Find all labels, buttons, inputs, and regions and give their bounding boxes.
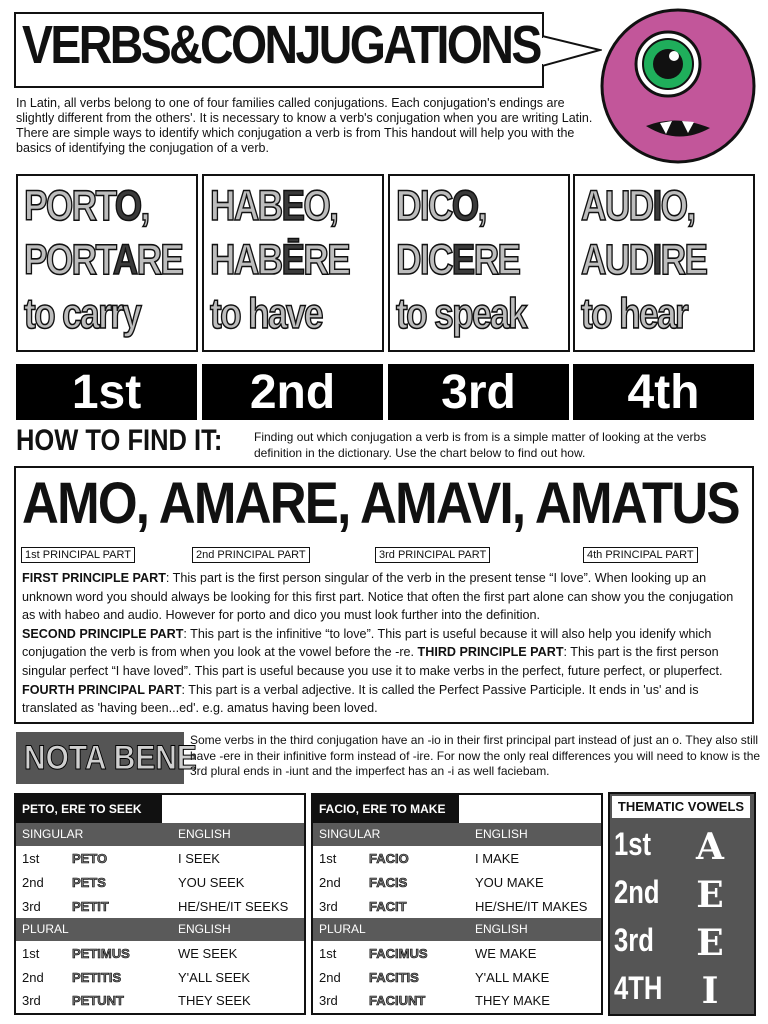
thematic-ordinal: 1st bbox=[614, 826, 651, 862]
ordinal-1st: 1st bbox=[16, 364, 197, 420]
card-3-meaning: to speak bbox=[396, 290, 526, 338]
pp-label-4: 4th PRINCIPAL PART bbox=[583, 547, 698, 563]
thematic-ordinal: 2nd bbox=[614, 874, 660, 910]
thematic-vowels-title: THEMATIC VOWELS bbox=[612, 796, 750, 818]
table-title: FACIO, ERE TO MAKE bbox=[313, 795, 459, 823]
pp-label-2: 2nd PRINCIPAL PART bbox=[192, 547, 310, 563]
how-to-find-heading: HOW TO FIND IT: bbox=[16, 424, 223, 457]
card-4-line-1: AUDIO, bbox=[581, 182, 695, 230]
table-row: 1st PETO I SEEK bbox=[22, 851, 220, 866]
thematic-ordinal: 3rd bbox=[614, 922, 654, 958]
thematic-ordinal: 4TH bbox=[614, 970, 663, 1006]
second-part-label: SECOND PRINCIPLE PART bbox=[22, 626, 184, 641]
first-part-label: FIRST PRINCIPLE PART bbox=[22, 571, 166, 585]
third-part-label: THIRD PRINCIPLE PART bbox=[417, 645, 564, 660]
card-3-line-1: DICO, bbox=[396, 182, 486, 230]
card-2-line-1: HABEO, bbox=[210, 182, 338, 230]
card-2-meaning: to have bbox=[210, 290, 322, 338]
how-to-find-text: Finding out which conjugation a verb is from is a simple matter of looking at the verbs definition in the dictionary. Use the chart below to find out how. bbox=[254, 430, 707, 460]
card-1-meaning: to carry bbox=[24, 290, 141, 338]
speech-bubble-tail bbox=[542, 30, 602, 74]
nota-bene-title: NOTA BENE bbox=[24, 739, 197, 777]
card-2-line-2: HABĒRE bbox=[210, 236, 350, 284]
table-row: 1st FACIO I MAKE bbox=[319, 851, 520, 866]
ordinal-2nd: 2nd bbox=[202, 364, 383, 420]
table-row: 1st FACIMUS WE MAKE bbox=[319, 946, 537, 961]
conjugation-card-4 bbox=[573, 174, 755, 352]
table-band-plural: PLURAL ENGLISH bbox=[313, 918, 601, 941]
table-row: 3rd FACIUNT THEY MAKE bbox=[319, 993, 550, 1008]
table-row: 1st PETIMUS WE SEEK bbox=[22, 946, 238, 961]
pp-label-3: 3rd PRINCIPAL PART bbox=[375, 547, 490, 563]
table-row: 3rd PETIT HE/SHE/IT SEEKS bbox=[22, 899, 289, 914]
intro-paragraph: In Latin, all verbs belong to one of four families called conjugations. Each conjugation's endings are slightly different from the others'. It is necessary to know a verb's conjugation when you are writing Latin. There are simple ways to identify which conjugation a verb is from This handout will help you with the basics of identifying the conjugation of a verb. bbox=[16, 96, 593, 155]
ordinal-3rd: 3rd bbox=[388, 364, 569, 420]
card-4-line-2: AUDIRE bbox=[581, 236, 707, 284]
principal-parts-heading: AMO, AMARE, AMAVI, AMATUS bbox=[22, 471, 739, 536]
conjugation-card-1 bbox=[16, 174, 198, 352]
conjugation-card-2 bbox=[202, 174, 384, 352]
conjugation-table-peto bbox=[14, 793, 306, 1015]
table-band-singular: SINGULAR ENGLISH bbox=[16, 823, 304, 846]
card-1-line-2: PORTARE bbox=[24, 236, 183, 284]
table-band-singular: SINGULAR ENGLISH bbox=[313, 823, 601, 846]
table-row: 2nd PETITIS Y'ALL SEEK bbox=[22, 970, 251, 985]
thematic-vowel: E bbox=[696, 874, 724, 916]
table-band-plural: PLURAL ENGLISH bbox=[16, 918, 304, 941]
thematic-vowel: A bbox=[696, 826, 724, 868]
conjugation-card-3 bbox=[388, 174, 570, 352]
card-1-line-1: PORTO, bbox=[24, 182, 149, 230]
table-row: 2nd FACIS YOU MAKE bbox=[319, 875, 544, 890]
principal-parts-explanation: FIRST PRINCIPLE PART: This part is the first person singular of the verb in the present tense “I love”. When looking up an unknown word you should always be looking for this first part. Notice that often the first part alone can show you the conjugation as with habeo and audio. However for porto and dico you must look further into the definition. SECOND PRINCIPLE PART: This part is the infinitive “to love”. This part is useful because it will also help you idenify which conjugation the verb is from when you look at the vowel before the -re. THIRD PRINCIPLE PART: This part is the first person singular perfect “I have loved”. This part is useful because you use it to make verbs in the perfect, future perfect, or pluperfect. FOURTH PRINCIPAL PART: This part is a verbal adjective. It is called the Perfect Passive Participle. It ends in 'us' and is translated as 'having been...ed'. e.g. amatus having been loved. bbox=[22, 571, 734, 716]
table-row: 2nd PETS YOU SEEK bbox=[22, 875, 245, 890]
table-row: 3rd PETUNT THEY SEEK bbox=[22, 993, 251, 1008]
table-row: 3rd FACIT HE/SHE/IT MAKES bbox=[319, 899, 588, 914]
monster-mascot-icon bbox=[598, 6, 758, 166]
thematic-vowel: E bbox=[696, 922, 724, 964]
card-4-meaning: to hear bbox=[581, 290, 688, 338]
pp-label-1: 1st PRINCIPAL PART bbox=[21, 547, 135, 563]
page-title: VERBS&CONJUGATIONS bbox=[22, 15, 540, 75]
table-title: PETO, ERE TO SEEK bbox=[16, 795, 162, 823]
table-row: 2nd FACITIS Y'ALL MAKE bbox=[319, 970, 550, 985]
nota-bene-text: Some verbs in the third conjugation have an -io in their first principal part instead of just an o. They also still have -ere in their infinitive form instead of -ire. For now the only real differences you will need to know is the 3rd plural ends in -iunt and the imperfect has an -i as well faciebam. bbox=[190, 733, 761, 778]
thematic-vowel: I bbox=[701, 970, 719, 1012]
conjugation-table-facio bbox=[311, 793, 603, 1015]
ordinal-4th: 4th bbox=[573, 364, 754, 420]
fourth-part-label: FOURTH PRINCIPAL PART bbox=[22, 682, 182, 697]
card-3-line-2: DICERE bbox=[396, 236, 520, 284]
